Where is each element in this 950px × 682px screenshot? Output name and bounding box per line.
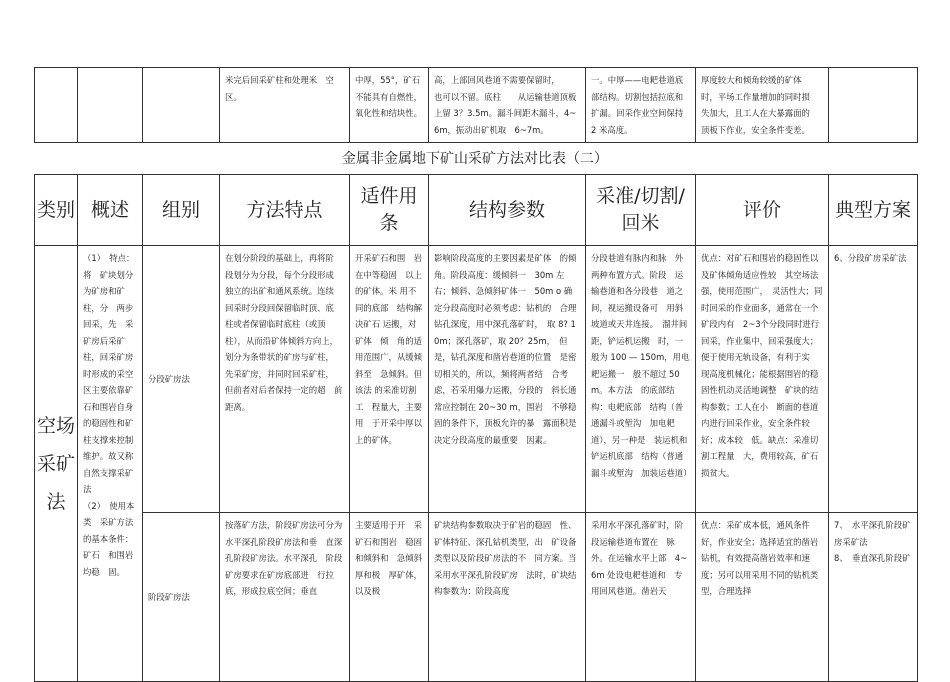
document-title: 金属非金属地下矿山采矿方法对比表（二） xyxy=(342,151,608,167)
features-cell: 按落矿方法，阶段矿房法可分为水平深孔阶段矿房法和垂 直深孔阶段矿房法。水平深孔 阶段矿房要求在矿房底部进 行拉底，形成拉底空间；垂直 xyxy=(220,513,350,682)
cell-overview xyxy=(78,68,143,143)
evaluation-cell: 优点：采矿成本低，通风条件好，作业安全；选择适宜的凿岩钻机，有效提高凿岩效率和速度；另可以用采用不同的钻机类型，合理选择 xyxy=(696,513,829,682)
table-row xyxy=(35,68,918,143)
header-features: 方法特点 xyxy=(220,175,350,246)
header-group: 组别 xyxy=(143,175,220,246)
conditions-cell: 开采矿石和围 岩在中等稳固 以上的矿体。米 用不同的底部 结构解决矿石 运搬，对矿体 倾 角的适用范围广，从缓倾斜至 急倾斜。但该法 的采准切割工 程量大，主要用 于开采中厚以 上的矿体。 xyxy=(350,246,429,513)
header-category: 类别 xyxy=(35,175,78,246)
header-prep: 采准/切割/回米 xyxy=(586,175,696,246)
cell-prep: 一。中厚——电耙巷道底部结构。切割包括拉底和扩漏。回采作业空间保持 2 米高度。 xyxy=(586,68,696,143)
cell-evaluation: 厚度较大和倾角较缓的矿体 时，平场工作量增加的同时损 失加大，且工人在大暴露面的 顶板下作业，安全条件变差。 xyxy=(696,68,829,143)
table-row xyxy=(35,246,918,513)
header-typical: 典型方案 xyxy=(829,175,918,246)
structure-cell: 矿块结构参数取决于矿岩的稳固 性、矿体特征、深孔钻机类型，出 矿设备类型以及阶段矿房法的不 同方案。当采用水平深孔阶段矿房 法时，矿块结构参数为：阶段高度 xyxy=(429,513,586,682)
features-cell: 在划分阶段的基础上，再将阶 段划分为分段，每个分段形成 独立的出矿和通风系统。连续 回采时分段回保留临时顶、底 柱或者保留临时底柱（或顶 柱），从而沿矿体倾斜方向上， 划分为条带状的矿房与矿柱， 先采矿房，并同时回采矿柱， 但前者对后者保持一定的超 前距离。 xyxy=(220,246,350,513)
category-cell: 空场采矿法 xyxy=(35,246,78,682)
typical-cell: 7、 水平深孔阶段矿 房采矿法 8、 垂直深孔阶段矿 xyxy=(829,513,918,682)
structure-cell: 影响阶段高度的主要因素是矿体 的倾角。阶段高度：缓倾斜一 30m 左右；倾斜、急倾斜矿体一 50m o 确定分段高度时必须考虑：钻机的 合理钻孔深度，用中深孔落矿时， 取 8? 10m；深孔落矿，取 20？25m， 但是，钻孔深度和凿岩巷道的位置 是密切相关的，所以，频将两者结 合考虑，若采用爆力运搬，分段的 斜长通常应控制在 20~30 m，围岩 不够稳固的条件下，顶板允许的暴 露面积是决定分段高度的最重要 因素。 xyxy=(429,246,586,513)
header-row xyxy=(35,175,918,246)
conditions-cell: 主要适用于开 采矿石和围岩 稳固和倾斜和 急倾斜厚和极 厚矿体，以及极 xyxy=(350,513,429,682)
group-cell: 阶段矿房法 xyxy=(143,513,220,682)
cell-features: 米完后回采矿柱和处理米 空区。 xyxy=(220,68,350,143)
prep-cell: 采用水平深孔落矿时，阶段运输巷道布置在 脉外。在运输水平上部 4~6m 处设电耙巷道和 专用回风巷道。凿岩天 xyxy=(586,513,696,682)
comparison-table xyxy=(34,174,918,682)
group-cell: 分段矿房法 xyxy=(143,246,220,513)
header-overview: 概述 xyxy=(78,175,143,246)
table-row xyxy=(35,513,918,682)
cell-conditions: 中厚，55°，矿石 不能具有自燃性， 氧化性和结块性。 xyxy=(350,68,429,143)
cell-structure: 高，上部回风巷道不需要保留时， 也可以不留。底柱 从运输巷道顶板上留 3？3.5m。漏斗间距木漏斗，4~6m，振动出矿机取 6~7m。 xyxy=(429,68,586,143)
header-structure: 结构参数 xyxy=(429,175,586,246)
header-evaluation: 评价 xyxy=(696,175,829,246)
cell-group xyxy=(143,68,220,143)
previous-table-fragment xyxy=(34,67,918,143)
header-conditions: 适件用条 xyxy=(350,175,429,246)
evaluation-cell: 优点：对矿石和围岩的稳固性以及矿体倾角适应性较 其空场法强，使用范围广， 灵活性大；同时回采的作业面多，通常在一个矿段内有 2~3个分段同时进行回采，作业集中，回采强度大； 便于使用无轨设备，有利于实 现高度机械化；能根据围岩的稳固性机动灵活地调整 矿块的结构参数；工人在小 断面的巷道内进行回采作业，安全条件较好；成本较 低。缺点：采准切割工程量 大，费用较高，矿石损贫大。 xyxy=(696,246,829,513)
typical-cell: 6、分段矿房采矿法 xyxy=(829,246,918,513)
prep-cell: 分段巷道有脉内和脉 外两种布置方式。阶段 运输巷道和各分段巷 道之间，视运搬设备可 用斜坡道或天井连接。 溜井间距，铲运机运搬 时，一般为 100 — 150m，用电耙运搬一 般不超过 50m。本方法 的底部结构：电耙底部 结构（普通漏斗或堑沟 加电耙道），另一种是 装运机和铲运机底部 结构（普通漏斗或堑沟 加装运巷道） xyxy=(586,246,696,513)
overview-cell: （1） 特点：将 矿块划分为矿房和矿柱，分 两步回采，先 采矿房后采矿 柱，回采矿房 时形成的采空 区主要依靠矿 石和围岩自身的稳固性和矿 柱支撑来控制 维护。故又称 自然支撑采矿 法 （2） 使用本类 采矿方法的基本条件：矿石 和围岩均稳 固。 xyxy=(78,246,143,682)
cell-typical xyxy=(829,68,918,143)
cell-category xyxy=(35,68,78,143)
